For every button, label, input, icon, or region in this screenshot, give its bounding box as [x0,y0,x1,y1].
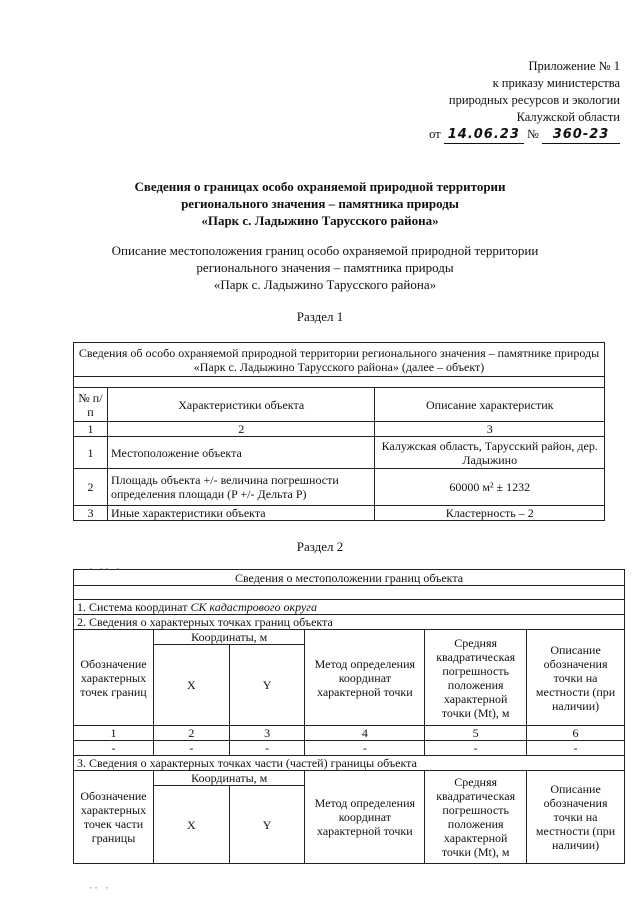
appendix-order: к приказу министерства [492,76,620,90]
appendix-ministry: природных ресурсов и экологии [448,93,620,107]
col-designation-header: Обозначение характерных точек границ [74,630,154,726]
table-row [74,437,605,469]
table-row [74,741,625,756]
col-accuracy-header: Средняя квадратическая погрешность положения характерной точки (Mt), м [425,771,527,864]
col-x-header: X [153,786,229,864]
title-line-3: «Парк с. Ладыжино Тарусского района» [201,213,439,228]
document-description [60,242,590,293]
appendix-date-line [300,126,620,144]
description-line-1: Описание местоположения границ особо охраняемой природной территории [111,243,539,258]
description-line-2: регионального значения – памятника природы [196,260,454,275]
col-coords-header: Координаты, м [153,630,305,645]
coordinate-system-value: СК кадастрового округа [190,600,317,614]
row-char: Местоположение объекта [107,437,374,469]
document-title [60,178,580,229]
row-desc: Калужская область, Тарусский район, дер. Ладыжино [375,437,605,469]
col-x-header: X [153,645,229,726]
row-char: Площадь объекта +/- величина погрешности определения площади (P +/- Дельта P) [107,469,374,506]
col-marks-header: Описание обозначения точки на местности (при наличии) [527,771,625,864]
dash-cell: - [425,741,527,756]
section2-heading: Раздел 2 [296,539,344,554]
description-line-3: «Парк с. Ладыжино Тарусского района» [213,277,437,292]
row-desc: Кластерность – 2 [375,506,605,521]
part-points-heading: 3. Сведения о характерных точках части (частей) границы объекта [74,756,625,771]
index-cell: 5 [425,726,527,741]
col-method-header: Метод определения координат характерной точки [305,771,425,864]
dash-cell: - [305,741,425,756]
from-label: от [429,127,441,141]
dash-cell: - [74,741,154,756]
handwritten-number: 360-23 [542,126,620,144]
index-cell: 1 [74,726,154,741]
col-method-header: Метод определения координат характерной точки [305,630,425,726]
index-cell: 4 [305,726,425,741]
boundary-points-heading: 2. Сведения о характерных точках границ объекта [74,615,625,630]
row-desc: 60000 м² ± 1232 [375,469,605,506]
col-desc-header: Описание характеристик [375,388,605,422]
table-row [74,469,605,506]
row-char: Иные характеристики объекта [107,506,374,521]
empty-row [74,377,605,388]
title-line-1: Сведения о границах особо охраняемой природной территории [134,179,506,194]
dash-cell: - [527,741,625,756]
handwritten-date: 14.06.23 [444,126,524,144]
row-num: 2 [74,469,108,506]
col-marks-header: Описание обозначения точки на местности (при наличии) [527,630,625,726]
col-accuracy-header: Средняя квадратическая погрешность положения характерной точки (Mt), м [425,630,527,726]
index-cell: 6 [527,726,625,741]
section2-caption: Сведения о местоположении границ объекта [74,570,625,586]
row-num: 1 [74,437,108,469]
index-cell: 3 [375,422,605,437]
col-designation-part-header: Обозначение характерных точек части границы [74,771,154,864]
dash-cell: - [229,741,305,756]
scan-artifact: ·· · [88,884,110,894]
col-num-header: № п/п [74,388,108,422]
section1-heading: Раздел 1 [296,309,344,324]
col-y-header: Y [229,645,305,726]
section2-table [73,569,625,864]
appendix-block [300,58,620,144]
index-cell: 2 [107,422,374,437]
col-coords-header: Координаты, м [153,771,305,786]
appendix-region: Калужской области [516,110,620,124]
section1-table [73,342,605,521]
coordinate-system-row [74,600,625,615]
section1-caption: Сведения об особо охраняемой природной территории регионального значения – памятнике природы «Парк с. Ладыжино Тарусского района» (далее – объект) [74,343,605,377]
index-cell: 1 [74,422,108,437]
scan-artifact: - -- - [88,564,121,574]
index-cell: 2 [153,726,229,741]
title-line-2: регионального значения – памятника природы [181,196,459,211]
row-num: 3 [74,506,108,521]
index-cell: 3 [229,726,305,741]
col-char-header: Характеристики объекта [107,388,374,422]
appendix-title: Приложение № 1 [528,59,620,73]
col-y-header: Y [229,786,305,864]
empty-row [74,586,625,600]
dash-cell: - [153,741,229,756]
coordinate-system-label: 1. Система координат [77,600,191,614]
table-row [74,506,605,521]
number-label: № [526,127,539,141]
